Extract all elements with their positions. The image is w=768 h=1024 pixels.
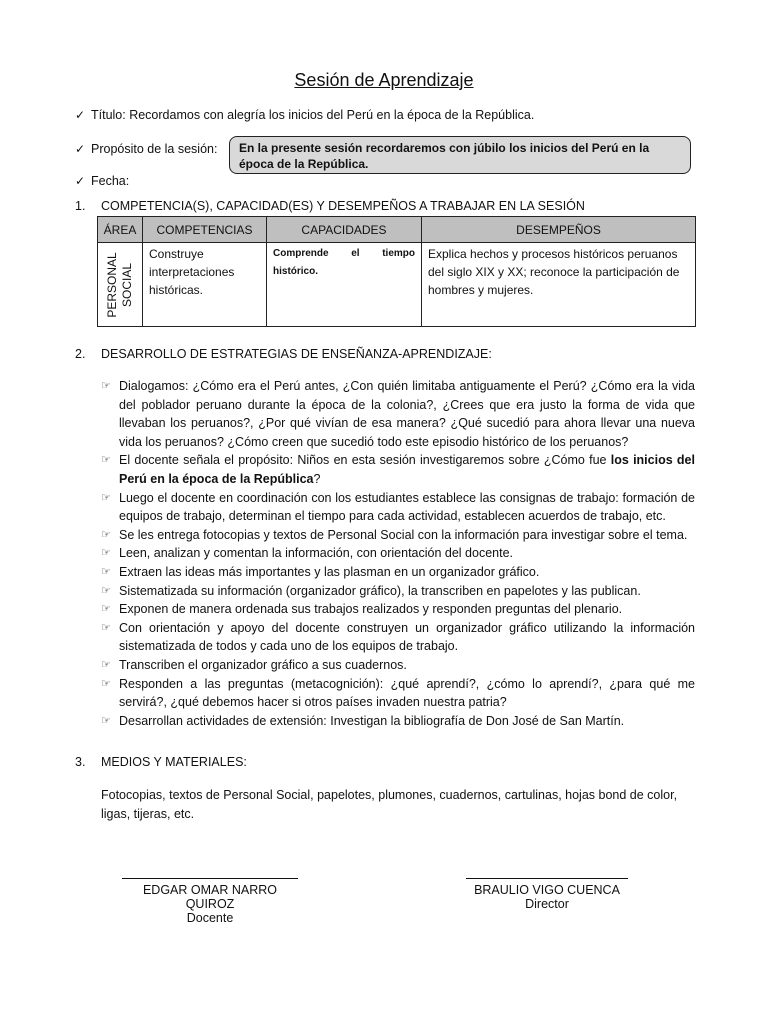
strategy-list	[101, 377, 695, 730]
table-row	[98, 243, 696, 327]
list-item: ☞ Responden a las preguntas (metacognición): ¿qué aprendí?, ¿cómo lo aprendí?, ¿para qué me servirá?, ¿qué debemos hacer si otros países invaden nuestra patria?	[101, 675, 695, 712]
pointing-hand-icon: ☞	[101, 658, 111, 671]
pointing-hand-icon: ☞	[101, 454, 111, 467]
director-signature	[466, 878, 628, 911]
director-name: BRAULIO VIGO CUENCA	[474, 883, 620, 897]
section-1-heading: 1. COMPETENCIA(S), CAPACIDAD(ES) Y DESEMPEÑOS A TRABAJAR EN LA SESIÓN	[75, 199, 585, 213]
table-header: CAPACIDADES	[267, 217, 422, 243]
list-item: ☞ Sistematizada su información (organizador gráfico), la transcriben en papelotes y las publican.	[101, 582, 695, 601]
competence-cell: Construye interpretaciones históricas.	[143, 243, 267, 327]
table-header: DESEMPEÑOS	[422, 217, 696, 243]
page-title: Sesión de Aprendizaje	[294, 70, 474, 90]
list-item: ☞ Con orientación y apoyo del docente construyen un organizador gráfico utilizando la información sistematizada de todos y cada uno de los equipos de trabajo.	[101, 619, 695, 656]
list-item: ☞ Leen, analizan y comentan la información, con orientación del docente.	[101, 544, 695, 563]
section-2-heading: 2. DESARROLLO DE ESTRATEGIAS DE ENSEÑANZA-APRENDIZAJE:	[75, 347, 492, 361]
title-row	[75, 108, 534, 122]
list-item: ☞ Desarrollan actividades de extensión: Investigan la bibliografía de Don José de San Martín.	[101, 712, 695, 731]
list-item: ☞ Dialogamos: ¿Cómo era el Perú antes, ¿Con quién limitaba antiguamente el Perú? ¿Cómo era la vida del poblador peruano durante la época de la colonia?, ¿Crees que era justo la forma de vida que llevaban los peruanos?, ¿Por qué vivían de esa manera? ¿Qué sucedió para ahora llevar una nueva vida los peruanos? ¿Cómo creen que sucedió todo este episodio histórico de los peruanos?	[101, 377, 695, 451]
checkmark-icon: ✓	[75, 108, 86, 122]
pointing-hand-icon: ☞	[101, 714, 111, 727]
area-cell: PERSONAL SOCIAL	[98, 243, 143, 327]
signature-line	[466, 878, 628, 879]
date-row	[75, 174, 129, 188]
section-3-heading: 3. MEDIOS Y MATERIALES:	[75, 755, 247, 769]
pointing-hand-icon: ☞	[101, 584, 111, 597]
capacity-cell: Comprende el tiempo histórico.	[267, 243, 422, 327]
teacher-role: Docente	[186, 911, 234, 925]
list-item: ☞ Se les entrega fotocopias y textos de Personal Social con la información para investigar sobre el tema.	[101, 526, 695, 545]
competencies-table	[97, 216, 696, 327]
director-role: Director	[525, 897, 569, 911]
table-header: COMPETENCIAS	[143, 217, 267, 243]
teacher-signature	[122, 878, 298, 925]
list-item: ☞ El docente señala el propósito: Niños en esta sesión investigaremos sobre ¿Cómo fue los inicios del Perú en la época de la República?	[101, 451, 695, 488]
purpose-box: En la presente sesión recordaremos con júbilo los inicios del Perú en la época de la República.	[229, 136, 691, 174]
list-item: ☞ Extraen las ideas más importantes y las plasman en un organizador gráfico.	[101, 563, 695, 582]
pointing-hand-icon: ☞	[101, 547, 111, 560]
checkmark-icon: ✓	[75, 174, 86, 188]
date-label: Fecha:	[91, 174, 130, 188]
checkmark-icon: ✓	[75, 142, 86, 156]
session-title: Título: Recordamos con alegría los inicios del Perú en la época de la República.	[91, 108, 535, 122]
list-item: ☞ Exponen de manera ordenada sus trabajos realizados y responden preguntas del plenario.	[101, 600, 695, 619]
materials-text: Fotocopias, textos de Personal Social, papelotes, plumones, cuadernos, cartulinas, hojas bond de color, ligas, tijeras, etc.	[101, 788, 678, 821]
table-header: ÁREA	[98, 217, 143, 243]
table-header-row	[98, 217, 696, 243]
pointing-hand-icon: ☞	[101, 565, 111, 578]
signature-line	[122, 878, 298, 879]
pointing-hand-icon: ☞	[101, 677, 111, 690]
list-item: ☞ Transcriben el organizador gráfico a sus cuadernos.	[101, 656, 695, 675]
list-item: ☞ Luego el docente en coordinación con los estudiantes establece las consignas de trabajo: formación de equipos de trabajo, determinan el tiempo para cada actividad, establecen acuerdos de trabajo, etc.	[101, 489, 695, 526]
purpose-row	[75, 142, 217, 156]
teacher-name: EDGAR OMAR NARRO QUIROZ	[142, 883, 278, 911]
pointing-hand-icon: ☞	[101, 491, 111, 504]
purpose-label: Propósito de la sesión:	[91, 142, 218, 156]
performance-cell: Explica hechos y procesos históricos peruanos del siglo XIX y XX; reconoce la participación de hombres y mujeres.	[422, 243, 696, 327]
pointing-hand-icon: ☞	[101, 528, 111, 541]
pointing-hand-icon: ☞	[101, 603, 111, 616]
pointing-hand-icon: ☞	[101, 380, 111, 392]
pointing-hand-icon: ☞	[101, 621, 111, 634]
